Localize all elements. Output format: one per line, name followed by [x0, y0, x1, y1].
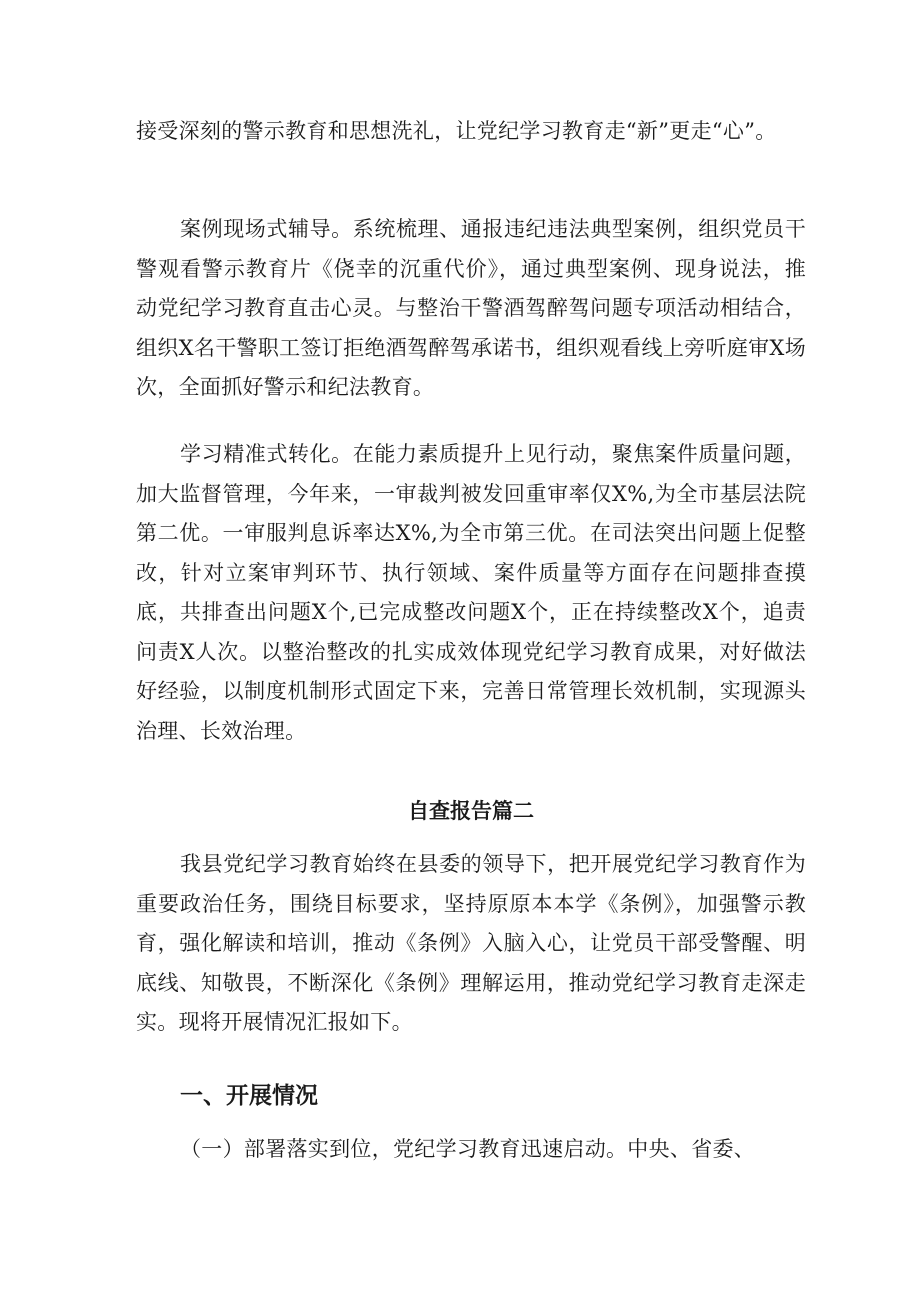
section-heading-one: 一、开展情况 [180, 1083, 318, 1109]
paragraph-case-guidance: 案例现场式辅导。系统梳理、通报违纪违法典型案例，组织党员干警观看警示教育片《侥幸的沉重代价》，通过典型案例、现身说法，推动党纪学习教育直击心灵。与整治干警酒驾醉驾问题专项活动相结合，组织X名干警职工签订拒绝酒驾醉驾承诺书，组织观看线上旁听庭审X场次，全面抓好警示和纪法教育。 [136, 217, 806, 399]
report-title-two: 自查报告篇二 [408, 799, 534, 823]
paragraph-deployment: （一）部署落实到位，党纪学习教育迅速启动。中央、省委、 [180, 1137, 756, 1161]
paragraph-study-transformation: 学习精准式转化。在能力素质提升上见行动，聚焦案件质量问题，加大监督管理，今年来，一审裁判被发回重审率仅X%,为全市基层法院第二优。一审服判息诉率达X%,为全市第三优。在司法突出问题上促整改，针对立案审判环节、执行领域、案件质量等方面存在问题排查摸底，共排查出问题X个,已完成整改问题X个，正在持续整改X个，追责问责X人次。以整治整改的扎实成效体现党纪学习教育成果，对好做法好经验，以制度机制形式固定下来，完善日常管理长效机制，实现源头治理、长效治理。 [136, 442, 806, 743]
paragraph-intro-continuation: 接受深刻的警示教育和思想洗礼，让党纪学习教育走“新”更走“心”。 [136, 119, 777, 143]
paragraph-county-overview: 我县党纪学习教育始终在县委的领导下，把开展党纪学习教育作为重要政治任务，围绕目标要求，坚持原原本本学《条例》，加强警示教育，强化解读和培训，推动《条例》入脑入心，让党员干部受警醒、明底线、知敬畏，不断深化《条例》理解运用，推动党纪学习教育走深走实。现将开展情况汇报如下。 [136, 852, 806, 1034]
